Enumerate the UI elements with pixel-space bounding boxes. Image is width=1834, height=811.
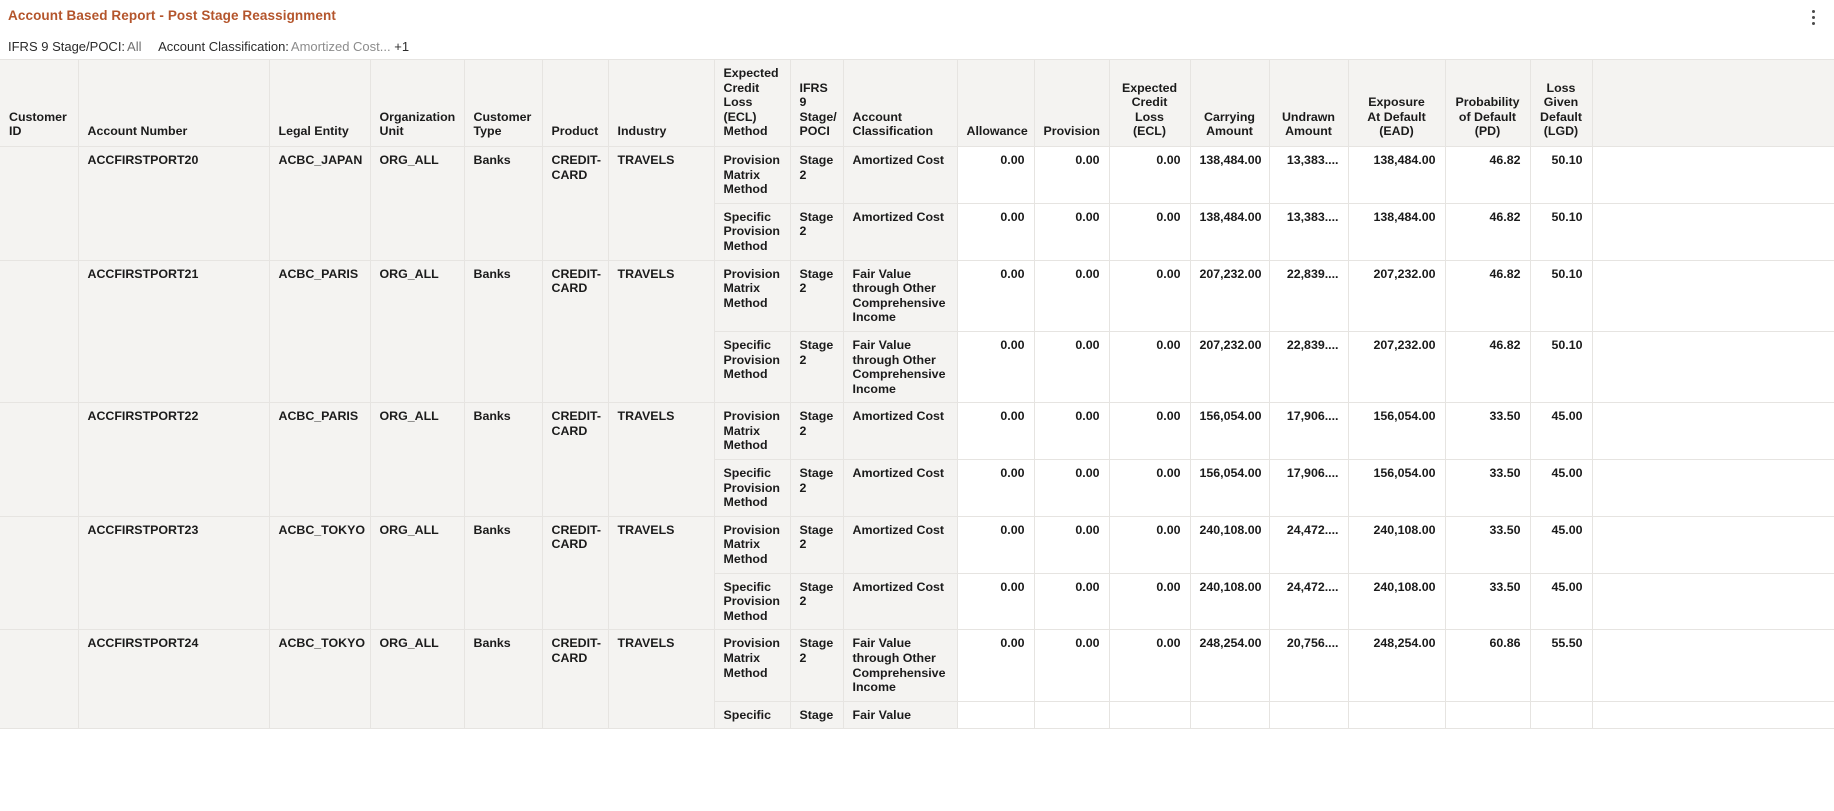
cell-carrying_amount: 240,108.00	[1190, 516, 1269, 573]
cell-filler	[1592, 260, 1834, 331]
cell-allowance	[957, 701, 1034, 729]
cell-ecl: 0.00	[1109, 203, 1190, 260]
cell-organization_unit: ORG_ALL	[370, 260, 464, 403]
cell-customer_id	[0, 630, 78, 729]
cell-ecl_method: Specific Provision Method	[714, 331, 790, 402]
cell-legal_entity: ACBC_TOKYO	[269, 516, 370, 630]
cell-customer_type: Banks	[464, 630, 542, 729]
cell-allowance: 0.00	[957, 203, 1034, 260]
cell-pd: 46.82	[1445, 203, 1530, 260]
cell-provision: 0.00	[1034, 460, 1109, 517]
cell-ifrs9_stage_poci: Stage 2	[790, 573, 843, 630]
cell-pd: 33.50	[1445, 573, 1530, 630]
cell-ecl_method: Provision Matrix Method	[714, 516, 790, 573]
cell-allowance: 0.00	[957, 260, 1034, 331]
cell-lgd: 50.10	[1530, 260, 1592, 331]
cell-ecl: 0.00	[1109, 403, 1190, 460]
cell-pd: 33.50	[1445, 403, 1530, 460]
filter-ifrs9-stage-poci[interactable]	[8, 38, 142, 55]
cell-pd: 46.82	[1445, 331, 1530, 402]
cell-lgd: 45.00	[1530, 403, 1592, 460]
cell-ifrs9_stage_poci: Stage 2	[790, 403, 843, 460]
cell-ecl_method: Provision Matrix Method	[714, 146, 790, 203]
cell-lgd: 45.00	[1530, 516, 1592, 573]
filter-label: IFRS 9 Stage/POCI:	[8, 39, 126, 54]
cell-customer_type: Banks	[464, 516, 542, 630]
column-header-filler	[1592, 60, 1834, 147]
cell-provision: 0.00	[1034, 630, 1109, 701]
cell-industry: TRAVELS	[608, 403, 714, 517]
cell-pd	[1445, 701, 1530, 729]
filter-overflow-count: +1	[394, 39, 410, 54]
page-title: Account Based Report - Post Stage Reassignment	[8, 8, 336, 23]
cell-ecl: 0.00	[1109, 146, 1190, 203]
cell-provision: 0.00	[1034, 403, 1109, 460]
column-header-undrawn_amount[interactable]: Undrawn Amount	[1269, 60, 1348, 147]
cell-undrawn_amount: 24,472....	[1269, 573, 1348, 630]
kebab-dot	[1812, 10, 1815, 13]
cell-carrying_amount: 138,484.00	[1190, 146, 1269, 203]
cell-filler	[1592, 573, 1834, 630]
cell-ecl_method: Provision Matrix Method	[714, 630, 790, 701]
cell-carrying_amount: 156,054.00	[1190, 460, 1269, 517]
cell-product: CREDIT-CARD	[542, 146, 608, 260]
cell-product: CREDIT-CARD	[542, 516, 608, 630]
cell-account_classification: Fair Value through Other Comprehensive Income	[843, 630, 957, 701]
cell-pd: 46.82	[1445, 146, 1530, 203]
cell-provision: 0.00	[1034, 331, 1109, 402]
cell-account_classification: Fair Value	[843, 701, 957, 729]
cell-ead: 138,484.00	[1348, 203, 1445, 260]
cell-lgd: 50.10	[1530, 146, 1592, 203]
cell-ecl: 0.00	[1109, 331, 1190, 402]
cell-ead: 156,054.00	[1348, 460, 1445, 517]
cell-customer_id	[0, 516, 78, 630]
table-row[interactable]	[0, 146, 1834, 203]
table-header	[0, 60, 1834, 147]
cell-carrying_amount	[1190, 701, 1269, 729]
cell-ecl_method: Specific Provision Method	[714, 573, 790, 630]
kebab-menu-icon[interactable]	[1804, 6, 1822, 28]
cell-filler	[1592, 203, 1834, 260]
cell-undrawn_amount	[1269, 701, 1348, 729]
column-header-allowance[interactable]: Allowance	[957, 60, 1034, 147]
cell-filler	[1592, 460, 1834, 517]
cell-ifrs9_stage_poci: Stage 2	[790, 260, 843, 331]
cell-ead: 138,484.00	[1348, 146, 1445, 203]
cell-pd: 33.50	[1445, 516, 1530, 573]
cell-ifrs9_stage_poci: Stage 2	[790, 146, 843, 203]
cell-provision: 0.00	[1034, 573, 1109, 630]
cell-filler	[1592, 403, 1834, 460]
cell-ifrs9_stage_poci: Stage 2	[790, 203, 843, 260]
cell-ifrs9_stage_poci: Stage 2	[790, 516, 843, 573]
cell-industry: TRAVELS	[608, 630, 714, 729]
cell-allowance: 0.00	[957, 331, 1034, 402]
cell-account_number: ACCFIRSTPORT20	[78, 146, 269, 260]
cell-customer_type: Banks	[464, 146, 542, 260]
cell-ecl_method: Specific Provision Method	[714, 203, 790, 260]
cell-customer_id	[0, 260, 78, 403]
cell-ecl: 0.00	[1109, 460, 1190, 517]
cell-allowance: 0.00	[957, 516, 1034, 573]
cell-lgd: 50.10	[1530, 331, 1592, 402]
cell-account_classification: Amortized Cost	[843, 460, 957, 517]
cell-legal_entity: ACBC_PARIS	[269, 260, 370, 403]
cell-ecl: 0.00	[1109, 260, 1190, 331]
cell-lgd	[1530, 701, 1592, 729]
cell-product: CREDIT-CARD	[542, 260, 608, 403]
filter-account-classification[interactable]	[158, 38, 409, 55]
cell-ifrs9_stage_poci: Stage 2	[790, 460, 843, 517]
cell-ifrs9_stage_poci: Stage 2	[790, 630, 843, 701]
cell-carrying_amount: 248,254.00	[1190, 630, 1269, 701]
report-table-scroll[interactable]	[0, 59, 1834, 811]
column-header-account_number[interactable]: Account Number	[78, 60, 269, 147]
cell-account_number: ACCFIRSTPORT22	[78, 403, 269, 517]
cell-product: CREDIT-CARD	[542, 630, 608, 729]
cell-undrawn_amount: 13,383....	[1269, 203, 1348, 260]
table-row[interactable]	[0, 403, 1834, 460]
cell-ead	[1348, 701, 1445, 729]
column-header-lgd[interactable]: Loss Given Default (LGD)	[1530, 60, 1592, 147]
cell-filler	[1592, 701, 1834, 729]
cell-carrying_amount: 240,108.00	[1190, 573, 1269, 630]
column-header-customer_id[interactable]: Customer ID	[0, 60, 78, 147]
cell-account_classification: Amortized Cost	[843, 573, 957, 630]
column-header-provision[interactable]: Provision	[1034, 60, 1109, 147]
cell-undrawn_amount: 22,839....	[1269, 331, 1348, 402]
table-body	[0, 146, 1834, 728]
cell-account_classification: Amortized Cost	[843, 146, 957, 203]
cell-carrying_amount: 156,054.00	[1190, 403, 1269, 460]
cell-organization_unit: ORG_ALL	[370, 516, 464, 630]
cell-ead: 207,232.00	[1348, 260, 1445, 331]
cell-industry: TRAVELS	[608, 260, 714, 403]
cell-ecl_method: Specific Provision Method	[714, 460, 790, 517]
cell-lgd: 50.10	[1530, 203, 1592, 260]
report-header	[0, 0, 1834, 55]
cell-lgd: 55.50	[1530, 630, 1592, 701]
cell-filler	[1592, 331, 1834, 402]
filter-value: Amortized Cost...	[290, 39, 391, 54]
cell-undrawn_amount: 13,383....	[1269, 146, 1348, 203]
column-header-carrying_amount[interactable]: Carrying Amount	[1190, 60, 1269, 147]
kebab-dot	[1812, 22, 1815, 25]
kebab-dot	[1812, 16, 1815, 19]
cell-ead: 248,254.00	[1348, 630, 1445, 701]
column-header-legal_entity[interactable]: Legal Entity	[269, 60, 370, 147]
cell-legal_entity: ACBC_JAPAN	[269, 146, 370, 260]
cell-organization_unit: ORG_ALL	[370, 146, 464, 260]
cell-allowance: 0.00	[957, 630, 1034, 701]
cell-carrying_amount: 138,484.00	[1190, 203, 1269, 260]
column-header-ecl[interactable]: Expected Credit Loss (ECL)	[1109, 60, 1190, 147]
cell-provision: 0.00	[1034, 260, 1109, 331]
cell-account_number: ACCFIRSTPORT24	[78, 630, 269, 729]
column-header-pd[interactable]: Probability of Default (PD)	[1445, 60, 1530, 147]
cell-allowance: 0.00	[957, 460, 1034, 517]
cell-provision: 0.00	[1034, 146, 1109, 203]
cell-ecl	[1109, 701, 1190, 729]
cell-filler	[1592, 630, 1834, 701]
cell-ecl: 0.00	[1109, 630, 1190, 701]
cell-account_number: ACCFIRSTPORT21	[78, 260, 269, 403]
cell-account_classification: Amortized Cost	[843, 403, 957, 460]
cell-provision	[1034, 701, 1109, 729]
filter-value: All	[127, 39, 142, 54]
cell-industry: TRAVELS	[608, 146, 714, 260]
cell-provision: 0.00	[1034, 516, 1109, 573]
cell-ead: 240,108.00	[1348, 573, 1445, 630]
cell-customer_id	[0, 146, 78, 260]
cell-pd: 60.86	[1445, 630, 1530, 701]
cell-carrying_amount: 207,232.00	[1190, 331, 1269, 402]
cell-lgd: 45.00	[1530, 573, 1592, 630]
cell-pd: 46.82	[1445, 260, 1530, 331]
cell-legal_entity: ACBC_TOKYO	[269, 630, 370, 729]
cell-ead: 156,054.00	[1348, 403, 1445, 460]
cell-ead: 207,232.00	[1348, 331, 1445, 402]
column-header-ead[interactable]: Exposure At Default (EAD)	[1348, 60, 1445, 147]
cell-allowance: 0.00	[957, 146, 1034, 203]
cell-ifrs9_stage_poci: Stage	[790, 701, 843, 729]
table-header-row	[0, 60, 1834, 147]
table-row[interactable]	[0, 516, 1834, 573]
filter-label: Account Classification:	[158, 39, 289, 54]
cell-customer_type: Banks	[464, 403, 542, 517]
cell-undrawn_amount: 17,906....	[1269, 403, 1348, 460]
column-header-account_classification[interactable]: Account Classification	[843, 60, 957, 147]
cell-industry: TRAVELS	[608, 516, 714, 630]
table-row[interactable]	[0, 630, 1834, 701]
cell-provision: 0.00	[1034, 203, 1109, 260]
cell-pd: 33.50	[1445, 460, 1530, 517]
column-header-customer_type[interactable]: Customer Type	[464, 60, 542, 147]
cell-product: CREDIT-CARD	[542, 403, 608, 517]
column-header-industry[interactable]: Industry	[608, 60, 714, 147]
cell-undrawn_amount: 22,839....	[1269, 260, 1348, 331]
cell-customer_id	[0, 403, 78, 517]
column-header-ifrs9_stage_poci[interactable]: IFRS 9 Stage/ POCI	[790, 60, 843, 147]
cell-ecl: 0.00	[1109, 573, 1190, 630]
cell-undrawn_amount: 17,906....	[1269, 460, 1348, 517]
column-header-ecl_method[interactable]: Expected Credit Loss (ECL) Method	[714, 60, 790, 147]
cell-customer_type: Banks	[464, 260, 542, 403]
cell-account_number: ACCFIRSTPORT23	[78, 516, 269, 630]
cell-undrawn_amount: 20,756....	[1269, 630, 1348, 701]
cell-account_classification: Fair Value through Other Comprehensive Income	[843, 260, 957, 331]
report-table	[0, 59, 1834, 729]
cell-filler	[1592, 516, 1834, 573]
cell-ecl_method: Provision Matrix Method	[714, 260, 790, 331]
cell-allowance: 0.00	[957, 403, 1034, 460]
cell-ecl_method: Provision Matrix Method	[714, 403, 790, 460]
cell-account_classification: Amortized Cost	[843, 516, 957, 573]
cell-allowance: 0.00	[957, 573, 1034, 630]
cell-ifrs9_stage_poci: Stage 2	[790, 331, 843, 402]
column-header-organization_unit[interactable]: Organization Unit	[370, 60, 464, 147]
cell-account_classification: Fair Value through Other Comprehensive Income	[843, 331, 957, 402]
cell-account_classification: Amortized Cost	[843, 203, 957, 260]
cell-ead: 240,108.00	[1348, 516, 1445, 573]
table-row[interactable]	[0, 260, 1834, 331]
cell-filler	[1592, 146, 1834, 203]
filter-bar	[8, 38, 1834, 55]
cell-lgd: 45.00	[1530, 460, 1592, 517]
cell-legal_entity: ACBC_PARIS	[269, 403, 370, 517]
cell-ecl: 0.00	[1109, 516, 1190, 573]
cell-ecl_method: Specific	[714, 701, 790, 729]
cell-undrawn_amount: 24,472....	[1269, 516, 1348, 573]
cell-organization_unit: ORG_ALL	[370, 630, 464, 729]
cell-organization_unit: ORG_ALL	[370, 403, 464, 517]
cell-carrying_amount: 207,232.00	[1190, 260, 1269, 331]
column-header-product[interactable]: Product	[542, 60, 608, 147]
